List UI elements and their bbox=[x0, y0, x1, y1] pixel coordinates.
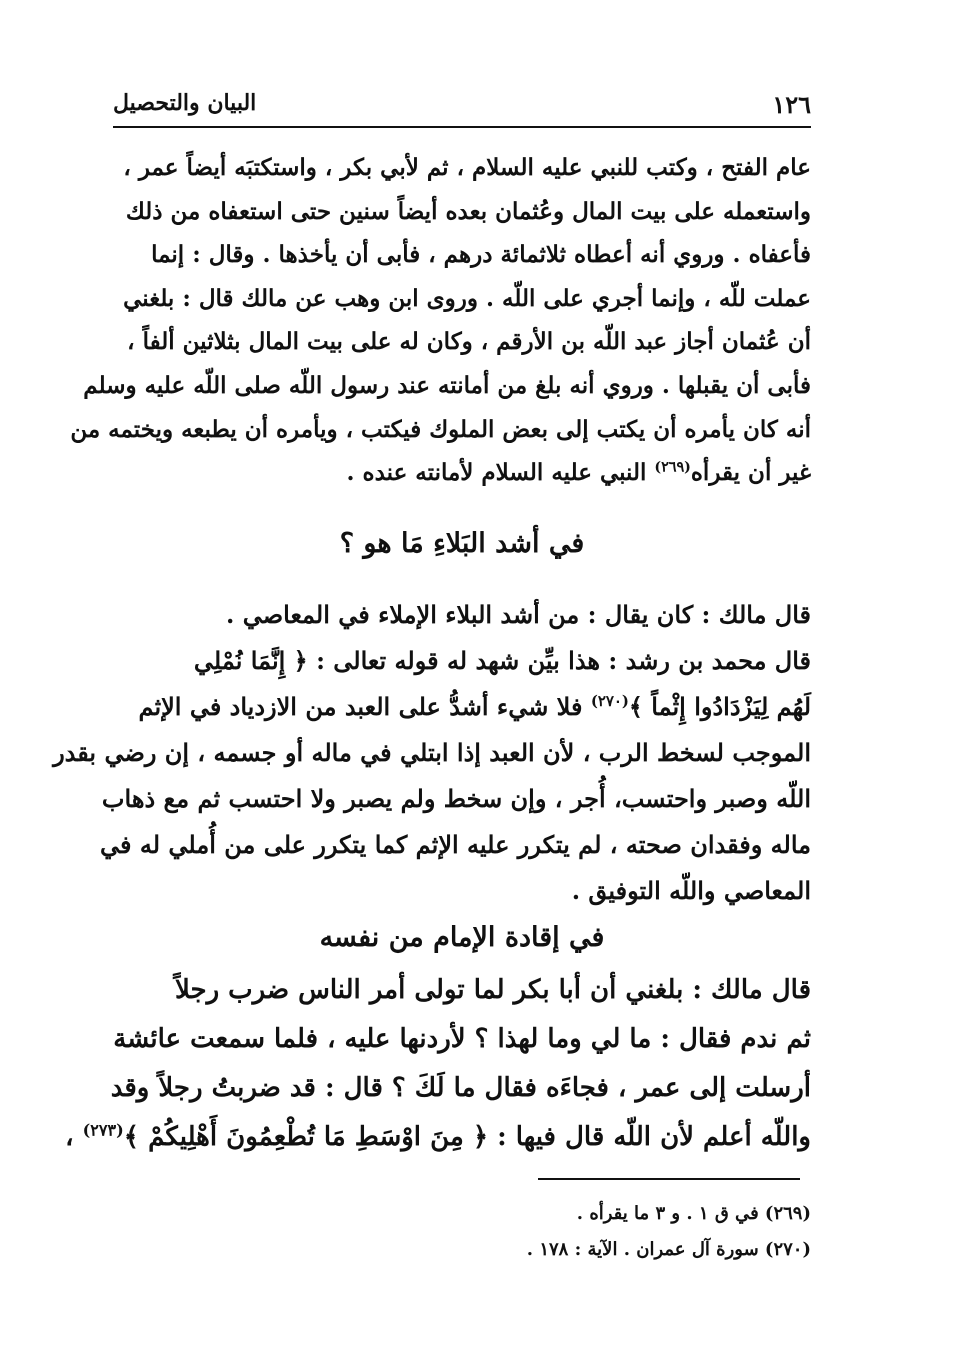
paragraph-line-last: المعاصي واللّه التوفيق . bbox=[571, 876, 811, 905]
footnote-divider bbox=[538, 1178, 800, 1180]
paragraph-line: اللّه وصبر واحتسب، أُجر ، وإن سخط ولم يصبر ولا احتسب ثم مع ذهاب bbox=[101, 784, 811, 813]
paragraph-line: الموجب لسخط الرب ، لأن العبد إذا ابتلي في ماله أو جسمه ، إن رضي بقدر bbox=[53, 738, 811, 767]
paragraph-line: واستعمله على بيت المال وعُثمان بعده أيضاً سنين حتى استعفاه من ذلك bbox=[125, 197, 811, 225]
paragraph-line: فأعفاه . وروي أنه أعطاه ثلاثمائة درهم ، فأبى أن يأخذها . وقال : إنما bbox=[151, 241, 811, 269]
paragraph-2 bbox=[53, 592, 811, 914]
text-run: واللّه أعلم لأن اللّه قال فيها : bbox=[488, 1122, 811, 1152]
text-run: : هذا بيِّن شهد له قوله تعالى : bbox=[307, 646, 626, 675]
paragraph-line: عملت للّه ، وإنما أجري على اللّه . وروى ابن وهب عن مالك قال : بلغني bbox=[123, 284, 811, 312]
running-title: البيان والتحصيل bbox=[113, 90, 257, 116]
quran-verse: ﴿ مِنَ اوْسَطِ مَا تُطْعِمُونَ أَهْلِيكُمْ ﴾ bbox=[123, 1122, 489, 1152]
paragraph-line: قال مالك : كان يقال : من أشد البلاء الإملاء في المعاصي . bbox=[226, 600, 811, 629]
quran-verse: ﴿ إِنَّمَا نُمْلِي bbox=[193, 646, 308, 675]
paragraph-line: أنه كان يأمره أن يكتب إلى بعض الملوك فيكتب ، ويأمره أن يطبعه ويختمه من bbox=[70, 415, 811, 443]
paragraph-line bbox=[113, 638, 811, 684]
paragraph-1 bbox=[70, 146, 811, 495]
footnote-ref: (٢٧٠) bbox=[590, 692, 629, 710]
section-heading: في أشد البَلاءِ مَا هو ؟ bbox=[339, 528, 585, 559]
paragraph-line bbox=[113, 684, 811, 730]
footnote: (٢٦٩) في ق ١ . و ٣ ما يقرأه . bbox=[576, 1203, 811, 1224]
page-header bbox=[113, 86, 811, 128]
paragraph-line: فأبى أن يقبلها . وروي أنه بلغ من أمانته عند رسول اللّه صلى اللّه عليه وسلم bbox=[83, 371, 811, 399]
footnote: (٢٧٠) سورة آل عمران . الآية : ١٧٨ . bbox=[526, 1239, 811, 1260]
paragraph-line: ثم ندم فقال : ما لي وما لهذا ؟ لأردنها عليه ، فلما سمعت عائشة bbox=[113, 1024, 811, 1054]
footnote-ref: (٢٦٩) bbox=[654, 459, 691, 476]
quran-verse: لَهُم لِيَزْدَادُوا إِثْماً ﴾ bbox=[628, 692, 811, 721]
text-run: ، bbox=[65, 1122, 83, 1152]
paragraph-line: عام الفتح ، وكتب للنبي عليه السلام ، ثم لأبي بكر ، واستكتبَه أيضاً عمر ، bbox=[123, 154, 811, 181]
paragraph-line: أن عُثمان أجاز عبد اللّه بن الأرقم ، وكان له على بيت المال بثلاثين ألفاً ، bbox=[127, 328, 811, 356]
paragraph-line: أرسلت إلى عمر ، فجاءَه فقال ما لَكَ ؟ قال : قد ضربتُ رجلاً وقد bbox=[110, 1073, 811, 1103]
footnote-ref: (٢٧٣) bbox=[82, 1120, 124, 1140]
text-run: النبي عليه السلام لأمانته عنده . bbox=[346, 459, 655, 487]
text-run: فلا شيء أشدُّ على العبد من الازدياد في الإثم bbox=[138, 692, 591, 721]
paragraph-line: قال مالك : بلغني أن أبا بكر لما تولى أمر الناس ضرب رجلاً bbox=[174, 975, 811, 1005]
footnotes bbox=[300, 1196, 811, 1268]
paragraph-line-last bbox=[113, 451, 811, 495]
paragraph-line-last bbox=[65, 1113, 811, 1162]
page-number: ١٢٦ bbox=[772, 90, 811, 119]
section-heading: في إقادة الإمام من نفسه bbox=[319, 922, 605, 953]
text-run: غير أن يقرأه bbox=[690, 459, 811, 487]
paragraph-line: ماله وفقدان صحته ، لم يتكرر عليه الإثم كما يتكرر على من أُملي له في bbox=[100, 830, 811, 859]
paragraph-3 bbox=[65, 966, 811, 1162]
commentator-name: قال محمد بن رشد bbox=[625, 646, 811, 675]
